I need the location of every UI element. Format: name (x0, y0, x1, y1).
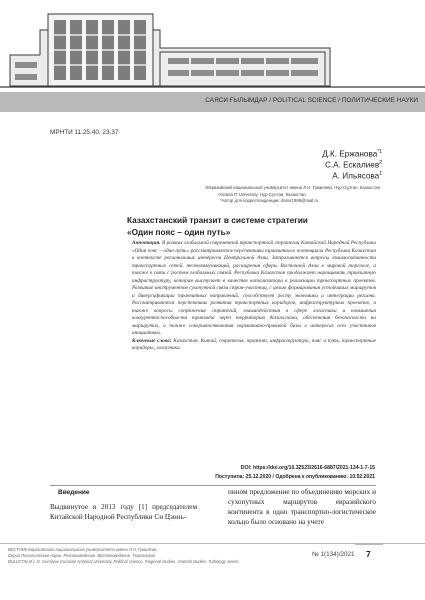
author-3: А. Ильясова$^1$ (332, 171, 382, 181)
title-line-2: «Один пояс – один путь» (127, 227, 231, 237)
footer-journal-line-3: BULLETIN of L.N. Gumilyov Eurasian National University. Political science. Regional studies. Oriental studies. Turkology Series (8, 559, 239, 564)
column-2-paragraph: пином предложение по объединению морских и сухопутных маршрутов евразийского континента в одно транспортно-логистическое кольцо было основано на учете (228, 488, 376, 526)
article-title (127, 214, 357, 238)
author-2: С.А. Ескалиев$^2$ (324, 160, 382, 170)
section-title: САЯСИ ҒЫЛЫМДАР / POLITICAL SCIENCE / ПОЛИТИЧЕСКИЕ НАУКИ (205, 97, 418, 104)
received-date: Поступила: 25.12.2020 / Одобрена к опубликованию: 10.02.2021 (215, 474, 375, 480)
mrnti-code: МРНТИ 11.25.40, 23.37 (50, 129, 119, 136)
affiliation-2: ²Astana IT University, Нур-Султан, Казахстан (218, 191, 306, 197)
intro-paragraph: Выдвинутое в 2013 году [1] председателем Китайской Народной Республики Си Цзинь- (50, 503, 197, 521)
title-line-1: Казахстанский транзит в системе стратегии (127, 215, 308, 225)
abstract-label: Аннотация. (132, 240, 161, 246)
author-1: Д.К. Ержанова$^{*1}$ (322, 149, 382, 159)
keywords-label: Ключевые слова: (132, 337, 172, 344)
page-number-bar (355, 543, 383, 545)
doi[interactable]: DOI: https://doi.org/10.32523/2616-6887/2021-134-1-7-15 (240, 465, 375, 471)
page-number: 7 (366, 549, 371, 559)
intro-heading: Введение (58, 489, 90, 496)
keywords-text: Казахстан, Китай, стратегия, транзит, инфраструктура, пояс и путь, транспортные коридоры, логистика. (132, 337, 376, 351)
footer-journal-line-2: Серия Политические науки. Регионоведение. Востоковедение. Тюркология (8, 553, 156, 558)
affiliation-1: ¹Евразийский национальный университет имени Л.Н. Гумилева, Нур-Султан, Казахстан (205, 185, 381, 190)
university-building-logo (0, 0, 425, 92)
divider (50, 485, 376, 486)
corresponding-author-email: *Автор для корреспонденции: damir1968@mail.ru (220, 198, 319, 203)
issue-number: № 1(134)/2021 (312, 551, 355, 558)
footer-journal-line-1: ВЕСТНИК Евразийского национального университета имени Л.Н. Гумилева. (8, 547, 158, 552)
abstract (132, 240, 376, 353)
abstract-text: В рамках глобальной современной транспортной стратегии Китайской Народной Республики «Один пояс – один путь» рассматриваются перспективы транзитного потенциала Республики Казахстан в контексте региональных интересов Центральной Азии. Затрагиваются вопросы взаимосвязанности транспортных сетей, телекоммуникаций, расширения сферы Восточной Азии в мировой торговле, а также в связи с ростом глобальных связей. Республика Казахстан продолжает наращивать транзитную инфраструктуру, которая выступает в качестве катализатора в реализации транспортных проектов. Развитие инструментов сухопутной связи стран-участниц, с целью формирования устойчивых маршрутов и диверсификации транзитных направлений, способствует росту экономики и интеграции региона. Рассматриваются перспективы развития транспортных коридоров, инфраструктурных проектов, а также вопросы сопряжения стратегий, взаимодействия в сфере логистики и повышения конкурентоспособности транзита через территорию Казахстана, обеспечения безопасности на маршрутах, а также совершенствования нормативно-правовой базы в интересах всех участников инициативы. (132, 240, 376, 336)
